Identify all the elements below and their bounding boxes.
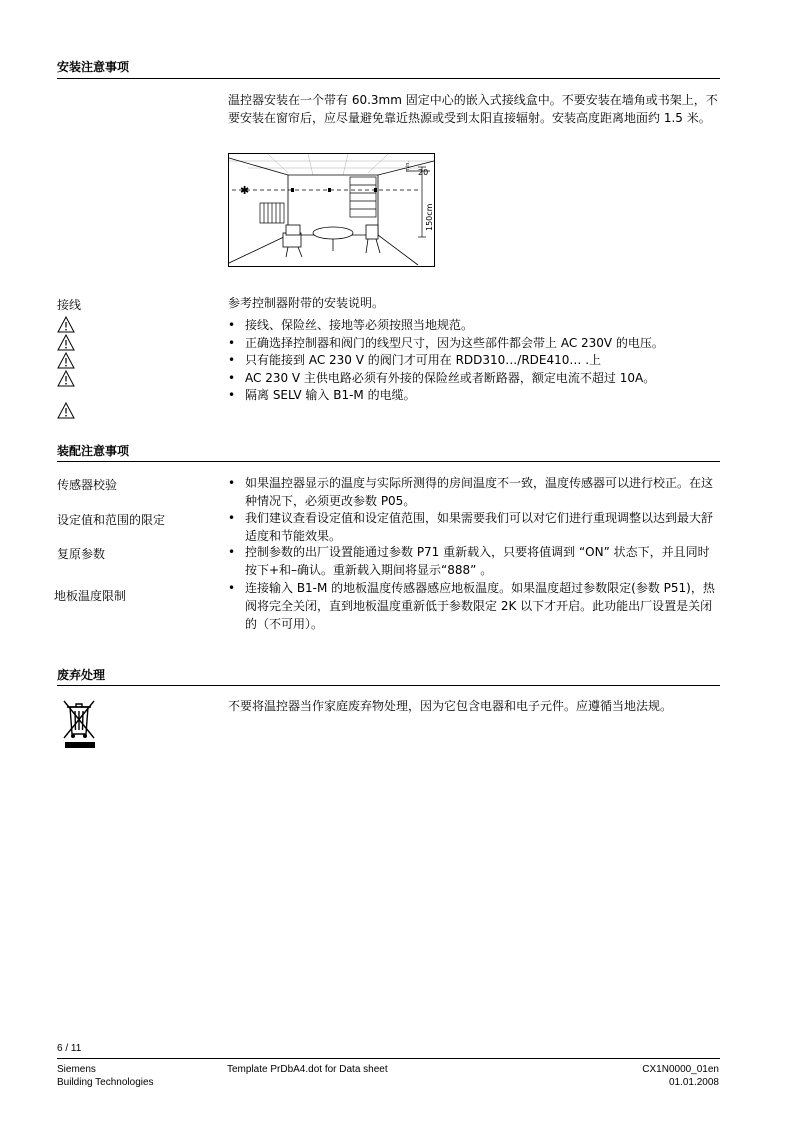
bullet: •	[228, 476, 236, 490]
assembly-row-text: • 控制参数的出厂设置能通过参数 P71 重新载入，只要将值调到 “ON” 状态下，并且同时按下+和–确认。重新载入期间将显示“888” 。	[228, 545, 710, 577]
disposal-heading: 废弃处理	[57, 668, 106, 682]
section-divider	[57, 685, 720, 686]
bullet: •	[228, 336, 236, 350]
section-divider	[57, 461, 720, 462]
installation-intro: 温控器安装在一个带有 60.3mm 固定中心的嵌入式接线盒中。不要安装在墙角或书架上，不要安装在窗帘后，应尽量避免靠近热源或受到太阳直接辐射。安装高度距离地面约 1.5 米。	[228, 93, 718, 125]
assembly-heading: 装配注意事项	[57, 444, 130, 458]
warning-triangle-icon	[57, 334, 75, 351]
dimension-top-label: 20	[418, 168, 429, 177]
wiring-item: • AC 230 V 主供电路必须有外接的保险丝或者断路器，额定电流不超过 10A。	[228, 371, 656, 385]
bullet: •	[228, 545, 236, 559]
assembly-row-label: 复原参数	[57, 547, 106, 561]
wiring-item: • 只有能接到 AC 230 V 的阀门才可用在 RDD310…/RDE410… .上	[228, 353, 602, 367]
assembly-row-label: 地板温度限制	[54, 589, 127, 603]
installation-heading: 安装注意事项	[57, 60, 130, 74]
footer-date: 01.01.2008	[668, 1077, 719, 1088]
warning-triangle-icon	[57, 402, 75, 419]
dimension-min-label: min.	[405, 160, 411, 172]
dimension-height-label: 150cm	[425, 203, 434, 231]
warning-triangle-icon	[57, 352, 75, 369]
assembly-row-text: • 如果温控器显示的温度与实际所测得的房间温度不一致，温度传感器可以进行校正。在这种情况下，必须更改参数 P05。	[228, 476, 714, 508]
assembly-row-label: 设定值和范围的限定	[57, 513, 166, 527]
footer-template: Template PrDbA4.dot for Data sheet	[227, 1064, 388, 1075]
assembly-row-text: • 我们建议查看设定值和设定值范围，如果需要我们可以对它们进行重现调整以达到最大舒适度和节能效果。	[228, 511, 714, 543]
warning-triangle-icon	[57, 370, 75, 387]
assembly-row-label: 传感器校验	[57, 478, 118, 492]
footer-division: Building Technologies	[57, 1077, 154, 1088]
footer-divider	[57, 1058, 720, 1059]
wiring-item: • 接线、保险丝、接地等必须按照当地规范。	[228, 318, 474, 332]
bullet: •	[228, 371, 236, 385]
disposal-text: 不要将温控器当作家庭废弃物处理，因为它包含电器和电子元件。应遵循当地法规。	[228, 699, 673, 713]
wiring-item: • 正确选择控制器和阀门的线型尺寸，因为这些部件都会带上 AC 230V 的电压。	[228, 336, 664, 350]
warning-triangle-icon	[57, 316, 75, 333]
bullet: •	[228, 318, 236, 332]
footer-doc-id: CX1N0000_01en	[642, 1064, 719, 1075]
crossed-bin-icon	[60, 698, 100, 750]
page-number: 6 / 11	[57, 1043, 82, 1054]
svg-text:✱: ✱	[240, 184, 250, 197]
wiring-label: 接线	[57, 298, 82, 312]
bullet: •	[228, 353, 236, 367]
bullet: •	[228, 388, 236, 402]
wiring-item: • 隔离 SELV 输入 B1-M 的电缆。	[228, 388, 416, 402]
footer-company: Siemens	[57, 1064, 96, 1075]
assembly-row-text: • 连接输入 B1-M 的地板温度传感器感应地板温度。如果温度超过参数限定(参数 P51)，热阀将完全关闭，直到地板温度重新低于参数限定 2K 以下才开启。此功能出厂设置是关闭的（不可用）。	[228, 581, 715, 631]
section-divider	[57, 78, 720, 79]
installation-diagram	[228, 153, 435, 267]
bullet: •	[228, 581, 236, 595]
wiring-intro: 参考控制器附带的安装说明。	[228, 296, 385, 310]
bullet: •	[228, 511, 236, 525]
